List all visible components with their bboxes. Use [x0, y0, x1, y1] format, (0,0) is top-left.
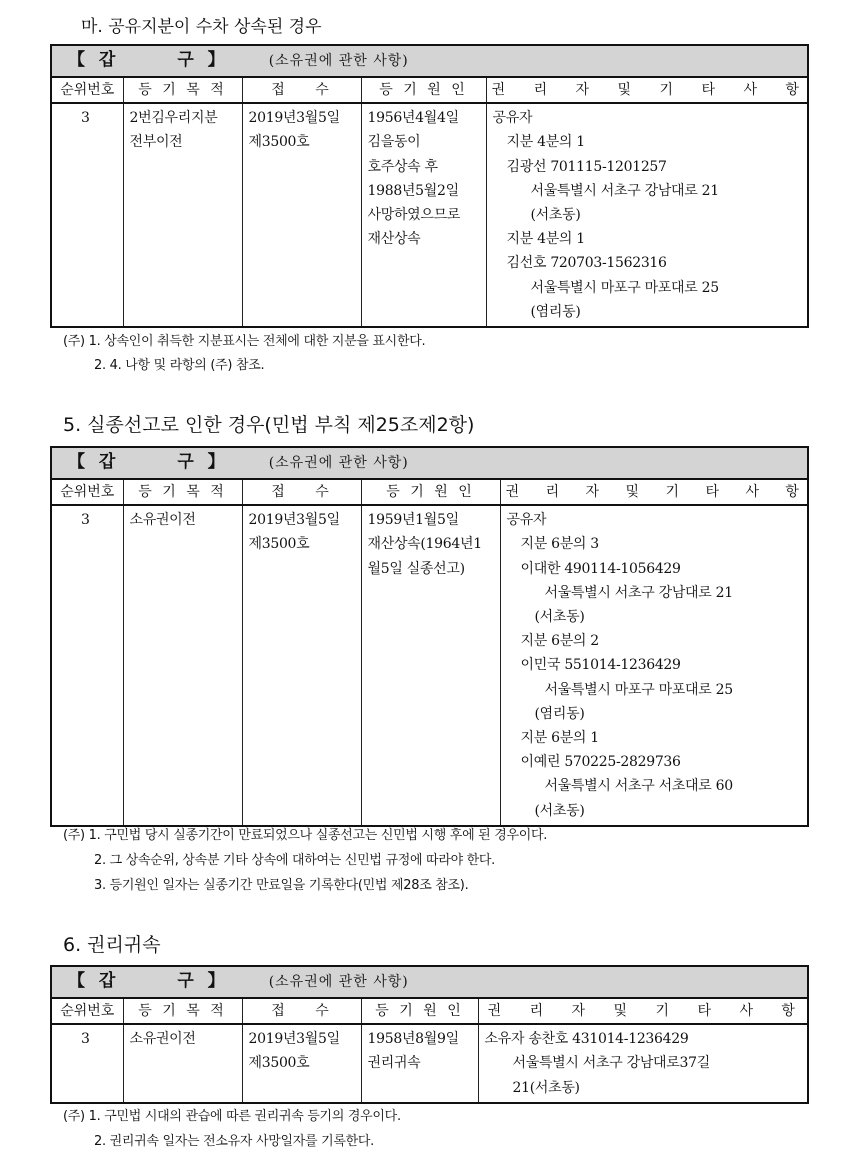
section-5-heading: 5. 실종선고로 인한 경우(민법 부칙 제25조제2항) [63, 414, 475, 436]
rights-line: (염리동) [530, 303, 581, 320]
purpose-line: 소유권이전 [129, 1031, 196, 1048]
table-row [51, 505, 808, 826]
title-subtitle: (소유권에 관한 사항) [268, 974, 409, 991]
rights-line: 소유자 송찬호 431014-1236429 [484, 1031, 689, 1048]
title-gu: 구 】 [177, 50, 229, 71]
title-gu: 구 】 [177, 971, 229, 992]
receipt-line: 2019년3월5일 [248, 512, 340, 529]
header-rank: 순위번호 [51, 479, 123, 505]
cell-cause [362, 506, 500, 583]
header-receipt: 접 수 [242, 77, 361, 103]
rights-line: (서초동) [530, 207, 581, 224]
rights-line: (서초동) [534, 609, 585, 626]
header-rights: 권 리 자 및 기 타 사 항 [486, 77, 808, 103]
cause-line: 재산상속 [367, 231, 421, 248]
header-rank: 순위번호 [51, 998, 123, 1024]
rights-line: 공유자 [492, 110, 533, 127]
header-purpose: 등 기 목 적 [123, 77, 242, 103]
cause-line: 1988년5월2일 [367, 182, 459, 199]
rights-line: 김선호 720703-1562316 [506, 255, 667, 272]
title-gap: 【 갑 [68, 971, 120, 992]
rights-line: 지분 4분의 1 [506, 231, 585, 248]
cell-rank: 3 [80, 512, 90, 529]
receipt-line: 2019년3월5일 [248, 110, 340, 127]
title-gap: 【 갑 [68, 452, 120, 473]
cause-line: 1958년8월9일 [367, 1031, 459, 1048]
rights-line: 지분 6분의 2 [520, 633, 599, 650]
cell-cause [362, 1025, 478, 1077]
header-rights: 권 리 자 및 기 타 사 항 [500, 479, 808, 505]
rights-line: 이예린 570225-2829736 [520, 754, 681, 771]
rights-line: 지분 4분의 1 [506, 134, 585, 151]
note-6-1: (주) 1. 구민법 시대의 관습에 따른 권리귀속 등기의 경우이다. [63, 1109, 401, 1124]
rights-line: 서울특별시 서초구 강남대로 21 [544, 584, 733, 601]
cell-purpose [124, 104, 242, 156]
rights-line: 서울특별시 마포구 마포대로 25 [530, 279, 719, 296]
header-receipt: 접 수 [242, 479, 361, 505]
table-title-gap-gu [51, 447, 808, 479]
header-cause: 등 기 원 인 [361, 77, 486, 103]
register-table-ma [50, 44, 809, 328]
cell-purpose [124, 506, 242, 534]
cell-rights [479, 1025, 808, 1102]
register-table-6 [50, 965, 809, 1104]
purpose-line: 소유권이전 [129, 512, 196, 529]
rights-line: 이대한 490114-1056429 [520, 560, 681, 577]
table-title-gap-gu [51, 966, 808, 998]
section-6-heading: 6. 권리귀속 [63, 934, 161, 956]
table-row [51, 1024, 808, 1103]
title-gu: 구 】 [177, 452, 229, 473]
rights-line: 서울특별시 서초구 강남대로 21 [530, 182, 719, 199]
receipt-line: 2019년3월5일 [248, 1031, 340, 1048]
note-5-1: (주) 1. 구민법 당시 실종기간이 만료되었으나 실종선고는 신민법 시행 후에 된 경우이다. [63, 828, 548, 843]
title-subtitle: (소유권에 관한 사항) [268, 53, 409, 70]
register-table-5 [50, 446, 809, 827]
rights-line: 공유자 [506, 512, 547, 529]
cell-rights [501, 506, 808, 825]
cell-cause [362, 104, 486, 253]
header-rank: 순위번호 [51, 77, 123, 103]
cause-line: 사망하였으므로 [367, 207, 461, 224]
cell-rank: 3 [80, 110, 90, 127]
note-5-2: 2. 그 상속순위, 상속분 기타 상속에 대하여는 신민법 규정에 따라야 한다. [94, 853, 496, 868]
cause-line: 1956년4월4일 [367, 110, 459, 127]
note-ma-1: (주) 1. 상속인이 취득한 지분표시는 전체에 대한 지분을 표시한다. [63, 334, 426, 349]
purpose-line: 2번김우리지분 [129, 110, 218, 127]
rights-line: 김광선 701115-1201257 [506, 158, 667, 175]
cell-rank: 3 [80, 1031, 90, 1048]
receipt-line: 제3500호 [248, 536, 310, 553]
header-rights: 권 리 자 및 기 타 사 항 [478, 998, 808, 1024]
rights-line: 서울특별시 서초구 강남대로37길 [512, 1055, 710, 1072]
rights-line: 21(서초동) [512, 1079, 580, 1096]
receipt-line: 제3500호 [248, 134, 310, 151]
cell-purpose [124, 1025, 242, 1053]
rights-line: (염리동) [534, 705, 585, 722]
cell-receipt [243, 104, 361, 156]
cell-rights [487, 104, 808, 326]
rights-line: 지분 6분의 3 [520, 536, 599, 553]
note-5-3: 3. 등기원인 일자는 실종기간 만료일을 기록한다(민법 제28조 참조). [94, 878, 469, 893]
header-purpose: 등 기 목 적 [123, 479, 242, 505]
header-cause: 등 기 원 인 [361, 998, 478, 1024]
rights-line: 서울특별시 마포구 마포대로 25 [544, 681, 733, 698]
rights-line: 이민국 551014-1236429 [520, 657, 681, 674]
section-ma-heading: 마. 공유지분이 수차 상속된 경우 [81, 17, 322, 37]
cause-line: 1959년1월5일 [367, 512, 459, 529]
cause-line: 재산상속(1964년1 [367, 536, 482, 553]
title-subtitle: (소유권에 관한 사항) [268, 455, 409, 472]
title-gap: 【 갑 [68, 50, 120, 71]
header-cause: 등 기 원 인 [361, 479, 500, 505]
cell-receipt [243, 1025, 361, 1077]
receipt-line: 제3500호 [248, 1055, 310, 1072]
table-row [51, 103, 808, 327]
purpose-line: 전부이전 [129, 134, 183, 151]
note-6-2: 2. 권리귀속 일자는 전소유자 사망일자를 기록한다. [94, 1134, 374, 1149]
rights-line: (서초동) [534, 802, 585, 819]
rights-line: 서울특별시 서초구 서초대로 60 [544, 778, 733, 795]
cause-line: 월5일 실종선고) [367, 560, 465, 577]
cause-line: 김을동이 [367, 134, 421, 151]
cause-line: 호주상속 후 [367, 158, 438, 175]
rights-line: 지분 6분의 1 [520, 730, 599, 747]
note-ma-2: 2. 4. 나항 및 라항의 (주) 참조. [94, 358, 265, 373]
header-receipt: 접 수 [242, 998, 361, 1024]
cell-receipt [243, 506, 361, 558]
cause-line: 권리귀속 [367, 1055, 421, 1072]
header-purpose: 등 기 목 적 [123, 998, 242, 1024]
table-title-gap-gu [51, 45, 808, 77]
